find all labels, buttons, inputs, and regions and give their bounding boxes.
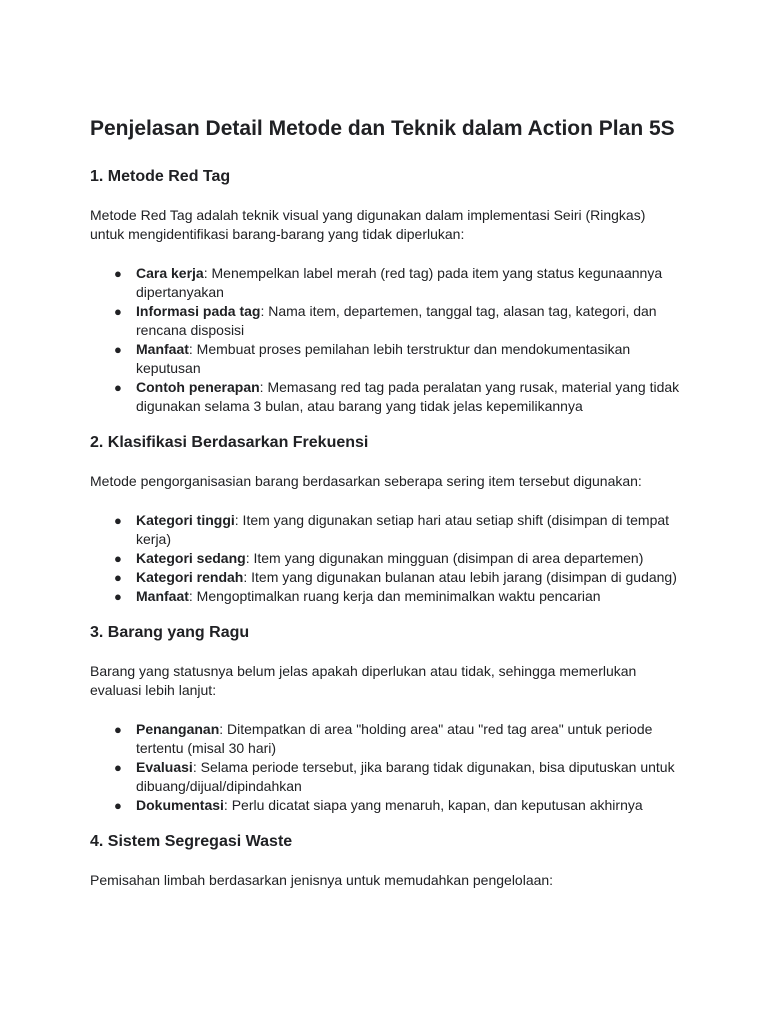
list-item bbox=[90, 587, 680, 606]
item-text: : Nama item, departemen, tanggal tag, alasan tag, kategori, dan rencana disposisi bbox=[136, 303, 657, 338]
section-heading: 3. Barang yang Ragu bbox=[90, 624, 250, 641]
item-term: Dokumentasi bbox=[136, 797, 224, 813]
section-waste-segregation bbox=[90, 831, 680, 890]
section-intro: Barang yang statusnya belum jelas apakah diperlukan atau tidak, sehingga memerlukan evaluasi lebih lanjut: bbox=[90, 663, 637, 698]
item-text: : Membuat proses pemilahan lebih terstruktur dan mendokumentasikan keputusan bbox=[136, 341, 631, 376]
item-text: : Ditempatkan di area "holding area" atau "red tag area" untuk periode tertentu (misal 30 hari) bbox=[136, 721, 653, 756]
list-item bbox=[90, 378, 680, 416]
section-red-tag bbox=[90, 166, 680, 416]
bullet-icon: ● bbox=[114, 798, 122, 813]
bullet-icon: ● bbox=[114, 342, 122, 357]
bullet-icon: ● bbox=[114, 304, 122, 319]
bullet-icon: ● bbox=[114, 570, 122, 585]
list-item bbox=[90, 796, 680, 815]
item-term: Cara kerja bbox=[136, 265, 204, 281]
item-text: : Mengoptimalkan ruang kerja dan meminimalkan waktu pencarian bbox=[188, 588, 601, 604]
bullet-icon: ● bbox=[114, 551, 122, 566]
item-text: : Perlu dicatat siapa yang menaruh, kapan, dan keputusan akhirnya bbox=[223, 797, 643, 813]
section-intro: Metode pengorganisasian barang berdasarkan seberapa sering item tersebut digunakan: bbox=[90, 473, 642, 489]
document-title: Penjelasan Detail Metode dan Teknik dalam Action Plan 5S bbox=[90, 117, 675, 140]
section-heading: 4. Sistem Segregasi Waste bbox=[90, 833, 293, 850]
item-text: : Item yang digunakan bulanan atau lebih jarang (disimpan di gudang) bbox=[243, 569, 677, 585]
list-item bbox=[90, 758, 680, 796]
item-text: : Memasang red tag pada peralatan yang rusak, material yang tidak digunakan selama 3 bulan, atau barang yang tidak jelas kepemilikannya bbox=[136, 379, 680, 414]
bullet-icon: ● bbox=[114, 760, 122, 775]
item-term: Manfaat bbox=[136, 588, 189, 604]
item-text: : Selama periode tersebut, jika barang tidak digunakan, bisa diputuskan untuk dibuang/dijual/dipindahkan bbox=[136, 759, 675, 794]
item-term: Kategori rendah bbox=[136, 569, 244, 585]
item-term: Informasi pada tag bbox=[136, 303, 261, 319]
bullet-list bbox=[90, 511, 680, 606]
bullet-icon: ● bbox=[114, 513, 122, 528]
section-frequency-classification bbox=[90, 432, 680, 606]
item-term: Kategori tinggi bbox=[136, 512, 235, 528]
item-text: : Item yang digunakan setiap hari atau setiap shift (disimpan di tempat kerja) bbox=[136, 512, 670, 547]
list-item bbox=[90, 568, 680, 587]
bullet-icon: ● bbox=[114, 266, 122, 281]
item-text: : Menempelkan label merah (red tag) pada item yang status kegunaannya dipertanyakan bbox=[136, 265, 663, 300]
bullet-list bbox=[90, 720, 680, 815]
list-item bbox=[90, 340, 680, 378]
item-term: Evaluasi bbox=[136, 759, 193, 775]
bullet-icon: ● bbox=[114, 722, 122, 737]
list-item bbox=[90, 549, 680, 568]
item-term: Contoh penerapan bbox=[136, 379, 260, 395]
section-intro: Pemisahan limbah berdasarkan jenisnya untuk memudahkan pengelolaan: bbox=[90, 872, 554, 888]
item-term: Kategori sedang bbox=[136, 550, 246, 566]
item-term: Penanganan bbox=[136, 721, 220, 737]
document-page bbox=[90, 114, 680, 910]
list-item bbox=[90, 511, 680, 549]
bullet-icon: ● bbox=[114, 380, 122, 395]
bullet-icon: ● bbox=[114, 589, 122, 604]
section-intro: Metode Red Tag adalah teknik visual yang digunakan dalam implementasi Seiri (Ringkas) untuk mengidentifikasi barang-barang yang tidak diperlukan: bbox=[90, 207, 646, 242]
item-term: Manfaat bbox=[136, 341, 189, 357]
list-item bbox=[90, 720, 680, 758]
section-heading: 2. Klasifikasi Berdasarkan Frekuensi bbox=[90, 434, 369, 451]
list-item bbox=[90, 264, 680, 302]
item-text: : Item yang digunakan mingguan (disimpan di area departemen) bbox=[245, 550, 644, 566]
section-heading: 1. Metode Red Tag bbox=[90, 168, 231, 185]
section-doubtful-items bbox=[90, 622, 680, 815]
bullet-list bbox=[90, 264, 680, 416]
list-item bbox=[90, 302, 680, 340]
